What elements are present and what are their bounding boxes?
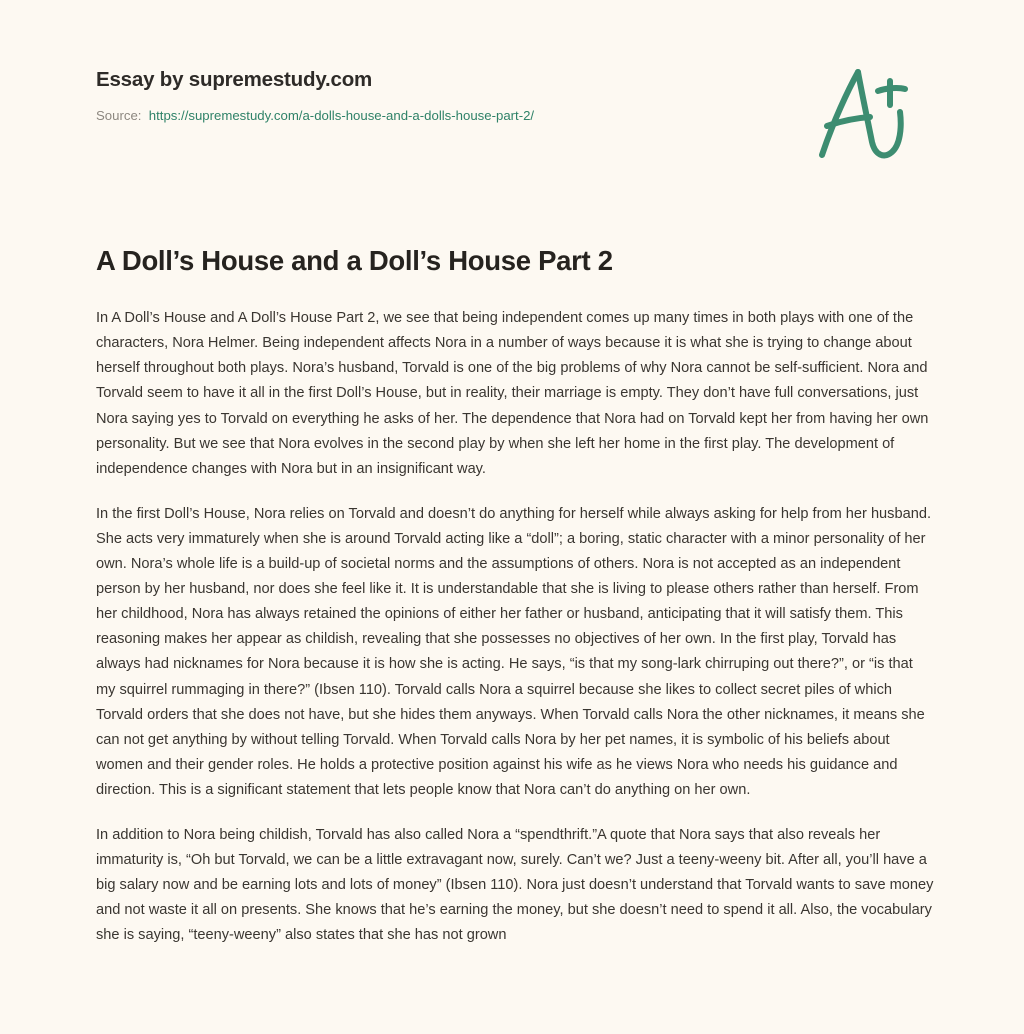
source-label: Source:: [96, 107, 142, 123]
page-title: A Doll’s House and a Doll’s House Part 2: [96, 245, 613, 276]
article-paragraph: In A Doll’s House and A Doll’s House Part 2, we see that being independent comes up many times in both plays with one of the characters, Nora Helmer. Being independent affects Nora in a number of ways because it is what she is trying to change about herself throughout both plays. Nora’s husband, Torvald is one of the big problems of why Nora cannot be self-sufficient. Nora and Torvald seem to have it all in the first Doll’s House, but in reality, their marriage is empty. They don’t have full conversations, just Nora saying yes to Torvald on everything he asks of her. The dependence that Nora had on Torvald kept her from having her own personality. But we see that Nora evolves in the second play by when she left her home in the first play. The development of independence changes with Nora but in an insignificant way.: [96, 310, 929, 477]
a-plus-logo-svg: [800, 60, 920, 170]
source-url-link[interactable]: https://supremestudy.com/a-dolls-house-and-a-dolls-house-part-2/: [148, 107, 535, 123]
article-body: [96, 306, 934, 948]
article: [96, 243, 934, 948]
brand-block: [96, 68, 534, 124]
source-line: [96, 107, 534, 124]
article-paragraph: In addition to Nora being childish, Torvald has also called Nora a “spendthrift.”A quote that Nora says that also reveals her immaturity is, “Oh but Torvald, we can be a little extravagant now, surely. Can’t we? Just a teeny-weeny bit. After all, you’ll have a big salary now and be earning lots and lots of money” (Ibsen 110). Nora just doesn’t understand that Torvald wants to save money and not waste it all on presents. She knows that he’s earning the money, but she doesn’t need to spend it all. Also, the vocabulary she is saying, “teeny-weeny” also states that she has not grown: [96, 826, 934, 944]
article-paragraph: In the first Doll’s House, Nora relies on Torvald and doesn’t do anything for herself while always asking for help from her husband. She acts very immaturely when she is around Torvald acting like a “doll”; a boring, static character with a minor personality of her own. Nora’s whole life is a build-up of societal norms and the assumptions of others. Nora is not accepted as an independent person by her husband, nor does she feel like it. It is understandable that she is living to please others rather than herself. From her childhood, Nora has always retained the opinions of either her father or husband, anticipating that it will satisfy them. This reasoning makes her appear as childish, revealing that she possesses no objectives of her own. In the first play, Torvald has always had nicknames for Nora because it is how she is acting. He says, “is that my song-lark chirruping out there?”, or “is that my squirrel rummaging in there?” (Ibsen 110). Torvald calls Nora a squirrel because she likes to collect secret piles of which Torvald orders that she does not have, but she hides them anyways. When Torvald calls Nora the other nicknames, it means she can not get anything by without telling Torvald. When Torvald calls Nora by her pet names, it is symbolic of his beliefs about women and their gender roles. He holds a protective position against his wife as he views Nora who needs his guidance and direction. This is a significant statement that lets people know that Nora can’t do anything on her own.: [96, 505, 931, 798]
a-plus-logo-icon: [800, 60, 920, 170]
document-header: [0, 0, 1024, 200]
essay-attribution: Essay by supremestudy.com: [96, 68, 373, 91]
